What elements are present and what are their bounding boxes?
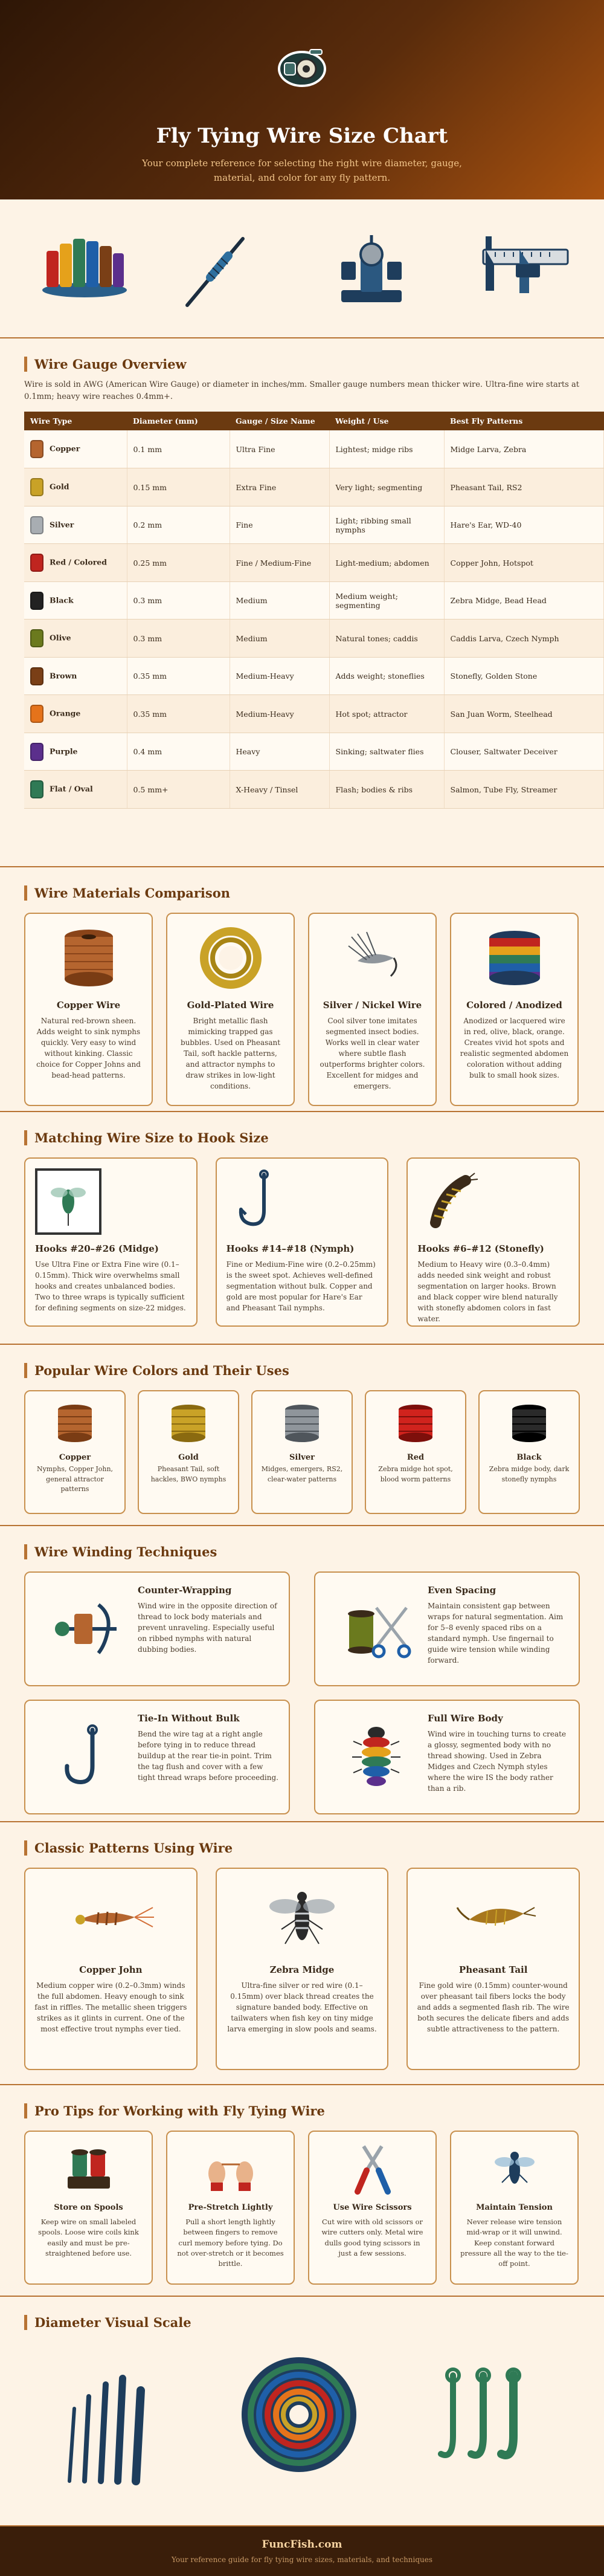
diameter-cell: 0.25 mm (127, 544, 230, 582)
hook-card-title: Hooks #20–#26 (Midge) (35, 1243, 159, 1254)
color-card-text: Midges, emergers, RS2, clear-water patterns (261, 1465, 343, 1483)
wire-cutters-icon (345, 2140, 400, 2195)
section-heading: Matching Wire Size to Hook Size (24, 1130, 580, 1145)
table-row (24, 620, 604, 658)
tip-card-text: Pull a short length lightly between fingers to remove curl memory before tying. Do not over-stretch or it becomes brittle. (177, 2218, 284, 2268)
gauge-cell: Heavy (230, 733, 329, 771)
wire-swatch-icon (30, 705, 43, 723)
technique-card-even-spacing (314, 1571, 580, 1686)
section-heading: Classic Patterns Using Wire (24, 1840, 580, 1856)
color-card-title: Copper (59, 1453, 91, 1462)
page-footer (0, 2526, 604, 2576)
classic-patterns-section (0, 1822, 604, 2085)
technique-card-title: Full Wire Body (428, 1713, 503, 1724)
hook-card-title: Hooks #14–#18 (Nymph) (226, 1243, 355, 1254)
material-card-title: Colored / Anodized (466, 1000, 562, 1011)
wire-type-cell (24, 733, 127, 771)
wire-swatch-icon (30, 629, 43, 647)
tip-card-text: Cut wire with old scissors or wire cutters only. Metal wire dulls good tying scissors in just a few sessions. (321, 2218, 423, 2257)
stonefly-nymph-icon (417, 1168, 484, 1235)
column-header: Wire Type (24, 412, 127, 430)
wire-type-label: Silver (50, 520, 74, 529)
diameter-cell: 0.2 mm (127, 506, 230, 544)
color-card-text: Zebra midge body, dark stonefly nymphs (489, 1465, 570, 1483)
zebra-midge-icon (254, 1877, 350, 1956)
wire-type-label: Orange (50, 708, 81, 718)
material-card-text: Cool silver tone imitates segmented insect bodies. Works well in clear water where subtle flash outperforms brighter colors. Excellent for midges and emergers. (320, 1017, 425, 1090)
wire-type-label: Gold (50, 482, 69, 491)
color-card-title: Gold (178, 1453, 199, 1462)
diameter-cell: 0.1 mm (127, 430, 230, 468)
color-card-black (478, 1390, 580, 1514)
tip-card-title: Use Wire Scissors (333, 2203, 412, 2212)
wire-type-label: Brown (50, 671, 77, 681)
technique-card-counter-wrapping (24, 1571, 290, 1686)
wire-bundle-icon (57, 2354, 154, 2487)
wire-type-label: Red / Colored (50, 557, 108, 567)
tools-illustration-strip (0, 199, 604, 338)
material-card-text: Natural red-brown sheen. Adds weight to sink nymphs quickly. Very easy to wind without kinking. Classic choice for Copper Johns and bead-head patterns. (36, 1017, 141, 1079)
pattern-card-text: Fine gold wire (0.15mm) counter-wound over pheasant tail fibers locks the body and adds a segmented flash rib. The wire both secures the delicate fibers and adds subtle attractiveness to the pattern. (417, 1981, 570, 2033)
diameter-cell: 0.3 mm (127, 620, 230, 658)
color-card-text: Pheasant Tail, soft hackles, BWO nymphs (150, 1465, 226, 1483)
copper-spool-icon (51, 1399, 99, 1447)
concentric-rings-icon (239, 2354, 359, 2475)
material-card-gold (166, 913, 295, 1106)
material-card-title: Gold-Plated Wire (187, 1000, 274, 1011)
pattern-card-title: Copper John (79, 1964, 143, 1975)
pattern-card-text: Medium copper wire (0.2–0.3mm) winds the full abdomen. Heavy enough to sink fast in riffles. The metallic sheen triggers strikes as it glints in current. One of the most effective trout nymphs ever tied. (34, 1981, 187, 2033)
color-card-title: Silver (289, 1453, 315, 1462)
color-card-title: Red (406, 1453, 425, 1462)
spool-rack-icon (62, 2140, 116, 2195)
use-cell: Flash; bodies & ribs (329, 771, 444, 809)
column-header: Gauge / Size Name (230, 412, 329, 430)
gauge-cell: Medium (230, 581, 329, 620)
material-card-text: Bright metallic flash mimicking trapped gas bubbles. Used on Pheasant Tail, soft hackle patterns, and attractor nymphs to draw strikes in low-light conditions. (180, 1017, 281, 1090)
wire-type-cell (24, 506, 127, 544)
tip-card-maintain-tension (450, 2131, 579, 2285)
pattern-card-zebra-midge (216, 1868, 389, 2070)
gauge-cell: Fine / Medium-Fine (230, 544, 329, 582)
table-header-row (24, 412, 604, 430)
hook-size-section (0, 1112, 604, 1345)
use-cell: Hot spot; attractor (329, 695, 444, 733)
pattern-card-text: Ultra-fine silver or red wire (0.1–0.15mm) over black thread creates the signature banded body. Effective on tailwaters when fish key on tiny midge larva emerging in slow pools and seams. (227, 1981, 377, 2033)
best-patterns-cell: Clouser, Saltwater Deceiver (444, 733, 604, 771)
material-card-title: Copper Wire (56, 1000, 121, 1011)
material-card-silver (308, 913, 437, 1106)
wire-swatch-icon (30, 516, 43, 534)
best-patterns-cell: Copper John, Hotspot (444, 544, 604, 582)
copper-wire-spool-icon (56, 925, 122, 991)
column-header: Best Fly Patterns (444, 412, 604, 430)
winding-techniques-section (0, 1526, 604, 1822)
table-row (24, 430, 604, 468)
pattern-card-title: Pheasant Tail (458, 1964, 528, 1975)
red-spool-icon (391, 1399, 440, 1447)
hook-card-text: Use Ultra Fine or Extra Fine wire (0.1–0.15mm). Thick wire overwhelms small hooks and creates unbalanced bodies. Two to three wraps is typically sufficient for defining segments on size-22 midges. (35, 1260, 186, 1312)
section-heading: Wire Gauge Overview (24, 357, 580, 372)
thread-spools-icon (39, 233, 130, 299)
wire-type-label: Purple (50, 746, 78, 756)
use-cell: Light-medium; abdomen (329, 544, 444, 582)
material-card-copper (24, 913, 153, 1106)
technique-card-text: Wind wire in the opposite direction of thread to lock body materials and prevent unraveling. Especially useful on ribbed nymphs with natural dubbing bodies. (138, 1602, 277, 1654)
gold-spool-icon (164, 1399, 213, 1447)
diameter-cell: 0.15 mm (127, 468, 230, 506)
page-title: Fly Tying Wire Size Chart (156, 124, 448, 148)
wire-type-cell (24, 771, 127, 809)
color-card-red (365, 1390, 466, 1514)
use-cell: Light; ribbing small nymphs (329, 506, 444, 544)
gauge-cell: Extra Fine (230, 468, 329, 506)
tip-card-title: Pre-Stretch Lightly (188, 2203, 273, 2212)
fly-tying-vise-icon (329, 233, 414, 305)
wire-type-cell (24, 620, 127, 658)
wire-type-label: Flat / Oval (50, 784, 93, 794)
wire-colors-section (0, 1345, 604, 1526)
section-heading: Pro Tips for Working with Fly Tying Wire (24, 2103, 580, 2118)
wire-gauge-table (24, 412, 604, 809)
wire-type-cell (24, 657, 127, 695)
best-patterns-cell: Midge Larva, Zebra (444, 430, 604, 468)
wire-type-cell (24, 581, 127, 620)
scissors-spool-icon (340, 1596, 413, 1662)
tip-card-text: Keep wire on small labeled spools. Loose wire coils kink easily and must be pre-straightened before use. (38, 2218, 139, 2257)
table-row (24, 733, 604, 771)
wire-type-cell (24, 544, 127, 582)
table-row (24, 468, 604, 506)
best-patterns-cell: Caddis Larva, Czech Nymph (444, 620, 604, 658)
wire-swatch-icon (30, 667, 43, 685)
diameter-scale-section (0, 2297, 604, 2526)
technique-card-full-wire-body (314, 1700, 580, 1814)
page-subtitle: Your complete reference for selecting the right wire diameter, gauge, material, and color for any fly pattern. (142, 158, 462, 183)
bobbin-tool-icon (175, 233, 254, 311)
wire-type-label: Olive (50, 633, 71, 642)
segmented-larva-icon (340, 1721, 413, 1793)
hook-card-text: Medium to Heavy wire (0.3–0.4mm) adds needed sink weight and robust segmentation on larger hooks. Brown and black copper wire blend naturally with stonefly abdomen colors in fast water. (417, 1260, 558, 1323)
technique-card-tie-in (24, 1700, 290, 1814)
calipers-icon (477, 233, 574, 299)
wire-swatch-icon (30, 440, 43, 458)
pro-tips-section (0, 2085, 604, 2297)
tip-card-pre-stretch (166, 2131, 295, 2285)
hook-card-title: Hooks #6–#12 (Stonefly) (417, 1243, 544, 1254)
pheasant-tail-fly-icon (445, 1877, 542, 1956)
gauge-cell: Medium (230, 620, 329, 658)
pattern-card-title: Zebra Midge (269, 1964, 335, 1975)
table-row (24, 771, 604, 809)
fish-hook-icon (226, 1168, 293, 1235)
black-spool-icon (505, 1399, 553, 1447)
pattern-card-copper-john (24, 1868, 198, 2070)
gauge-cell: Medium-Heavy (230, 695, 329, 733)
hooks-set-icon (429, 2363, 538, 2472)
hook-card-nymph (216, 1157, 389, 1327)
best-patterns-cell: Stonefly, Golden Stone (444, 657, 604, 695)
gauge-cell: Medium-Heavy (230, 657, 329, 695)
wire-swatch-icon (30, 743, 43, 761)
copper-john-fly-icon (62, 1877, 159, 1956)
table-row (24, 581, 604, 620)
tip-card-text: Never release wire tension mid-wrap or it will unwind. Keep constant forward pressure all the way to the tie-off point. (460, 2218, 568, 2268)
diameter-cell: 0.3 mm (127, 581, 230, 620)
technique-card-text: Maintain consistent gap between wraps for natural segmentation. Aim for 5–8 evenly spaced ribs on a standard nymph. Use fingernail to guide wire tension while winding forward. (428, 1602, 564, 1665)
gold-wire-coil-icon (198, 925, 264, 991)
use-cell: Natural tones; caddis (329, 620, 444, 658)
wire-type-cell (24, 695, 127, 733)
color-card-text: Nymphs, Copper John, general attractor patterns (36, 1465, 114, 1493)
section-heading: Wire Winding Techniques (24, 1544, 580, 1559)
wire-swatch-icon (30, 592, 43, 610)
material-card-title: Silver / Nickel Wire (323, 1000, 422, 1011)
pattern-card-pheasant-tail (406, 1868, 580, 2070)
technique-card-title: Counter-Wrapping (138, 1585, 232, 1596)
best-patterns-cell: Salmon, Tube Fly, Streamer (444, 771, 604, 809)
gauge-cell: X-Heavy / Tinsel (230, 771, 329, 809)
tip-card-title: Store on Spools (54, 2203, 123, 2212)
hands-stretching-icon (204, 2140, 258, 2195)
color-card-copper (24, 1390, 126, 1514)
use-cell: Lightest; midge ribs (329, 430, 444, 468)
bobbin-wrapping-icon (50, 1596, 123, 1662)
technique-card-text: Bend the wire tag at a right angle before tying in to reduce thread buildup at the rear tie-in point. Trim the tag flush and cover with a few tight thread wraps before proceeding. (138, 1730, 278, 1782)
use-cell: Sinking; saltwater flies (329, 733, 444, 771)
table-row (24, 506, 604, 544)
best-patterns-cell: Zebra Midge, Bead Head (444, 581, 604, 620)
tip-card-title: Maintain Tension (476, 2203, 553, 2212)
column-header: Diameter (mm) (127, 412, 230, 430)
diameter-cell: 0.5 mm+ (127, 771, 230, 809)
technique-card-title: Even Spacing (428, 1585, 496, 1596)
silver-spool-icon (278, 1399, 326, 1447)
section-heading: Wire Materials Comparison (24, 885, 580, 901)
color-card-gold (138, 1390, 239, 1514)
overview-lead-text: Wire is sold in AWG (American Wire Gauge) or diameter in inches/mm. Smaller gauge numbers mean thicker wire. Ultra-fine wire starts at 0.1mm; heavy wire reaches 0.4mm+. (24, 380, 579, 402)
wire-gauge-overview-section (0, 338, 604, 867)
wire-swatch-icon (30, 780, 43, 798)
technique-card-title: Tie-In Without Bulk (138, 1713, 240, 1724)
wire-type-cell (24, 430, 127, 468)
best-patterns-cell: Pheasant Tail, RS2 (444, 468, 604, 506)
wire-type-label: Copper (50, 444, 80, 453)
color-card-text: Zebra midge hot spot, blood worm patterns (378, 1465, 453, 1483)
gauge-cell: Ultra Fine (230, 430, 329, 468)
section-heading: Popular Wire Colors and Their Uses (24, 1363, 580, 1378)
diameter-cell: 0.35 mm (127, 695, 230, 733)
wire-swatch-icon (30, 554, 43, 572)
hook-card-stonefly (406, 1157, 580, 1327)
tip-card-wire-scissors (308, 2131, 437, 2285)
footer-brand-link[interactable]: FuncFish.com (262, 2539, 342, 2551)
hook-card-midge (24, 1157, 198, 1327)
section-heading: Diameter Visual Scale (24, 2315, 580, 2330)
color-card-title: Black (516, 1453, 542, 1462)
diameter-cell: 0.4 mm (127, 733, 230, 771)
midge-fly-icon (35, 1168, 101, 1235)
material-card-text: Anodized or lacquered wire in red, olive, black, orange. Creates vivid hot spots and realistic segmented abdomen coloration without adding bulk to small hook sizes. (460, 1017, 569, 1079)
table-row (24, 544, 604, 582)
hook-icon (50, 1724, 123, 1790)
use-cell: Adds weight; stoneflies (329, 657, 444, 695)
wire-swatch-icon (30, 478, 43, 496)
best-patterns-cell: Hare's Ear, WD-40 (444, 506, 604, 544)
fly-insect-icon (487, 2140, 542, 2195)
column-header: Weight / Use (329, 412, 444, 430)
diameter-cell: 0.35 mm (127, 657, 230, 695)
colored-wire-spool-icon (481, 925, 548, 991)
wire-materials-section (0, 867, 604, 1112)
tip-card-store-spools (24, 2131, 153, 2285)
color-card-silver (251, 1390, 353, 1514)
table-row (24, 695, 604, 733)
silver-fly-icon (339, 925, 406, 991)
wire-type-label: Black (50, 595, 74, 605)
fly-reel-logo-icon (275, 42, 329, 91)
gauge-cell: Fine (230, 506, 329, 544)
use-cell: Very light; segmenting (329, 468, 444, 506)
hook-card-text: Fine or Medium-Fine wire (0.2–0.25mm) is the sweet spot. Achieves well-defined segmentation without bulk. Copper and gold are most popular for Hare's Ear and Pheasant Tail nymphs. (226, 1260, 376, 1312)
use-cell: Medium weight; segmenting (329, 581, 444, 620)
technique-card-text: Wind wire in touching turns to create a glossy, segmented body with no thread showing. Used in Zebra Midges and Czech Nymph styles where the wire IS the body rather than a rib. (428, 1730, 567, 1793)
best-patterns-cell: San Juan Worm, Steelhead (444, 695, 604, 733)
table-row (24, 657, 604, 695)
material-card-colored (450, 913, 579, 1106)
footer-note: Your reference guide for fly tying wire sizes, materials, and techniques (171, 2555, 433, 2564)
wire-type-cell (24, 468, 127, 506)
hero-banner (0, 0, 604, 199)
